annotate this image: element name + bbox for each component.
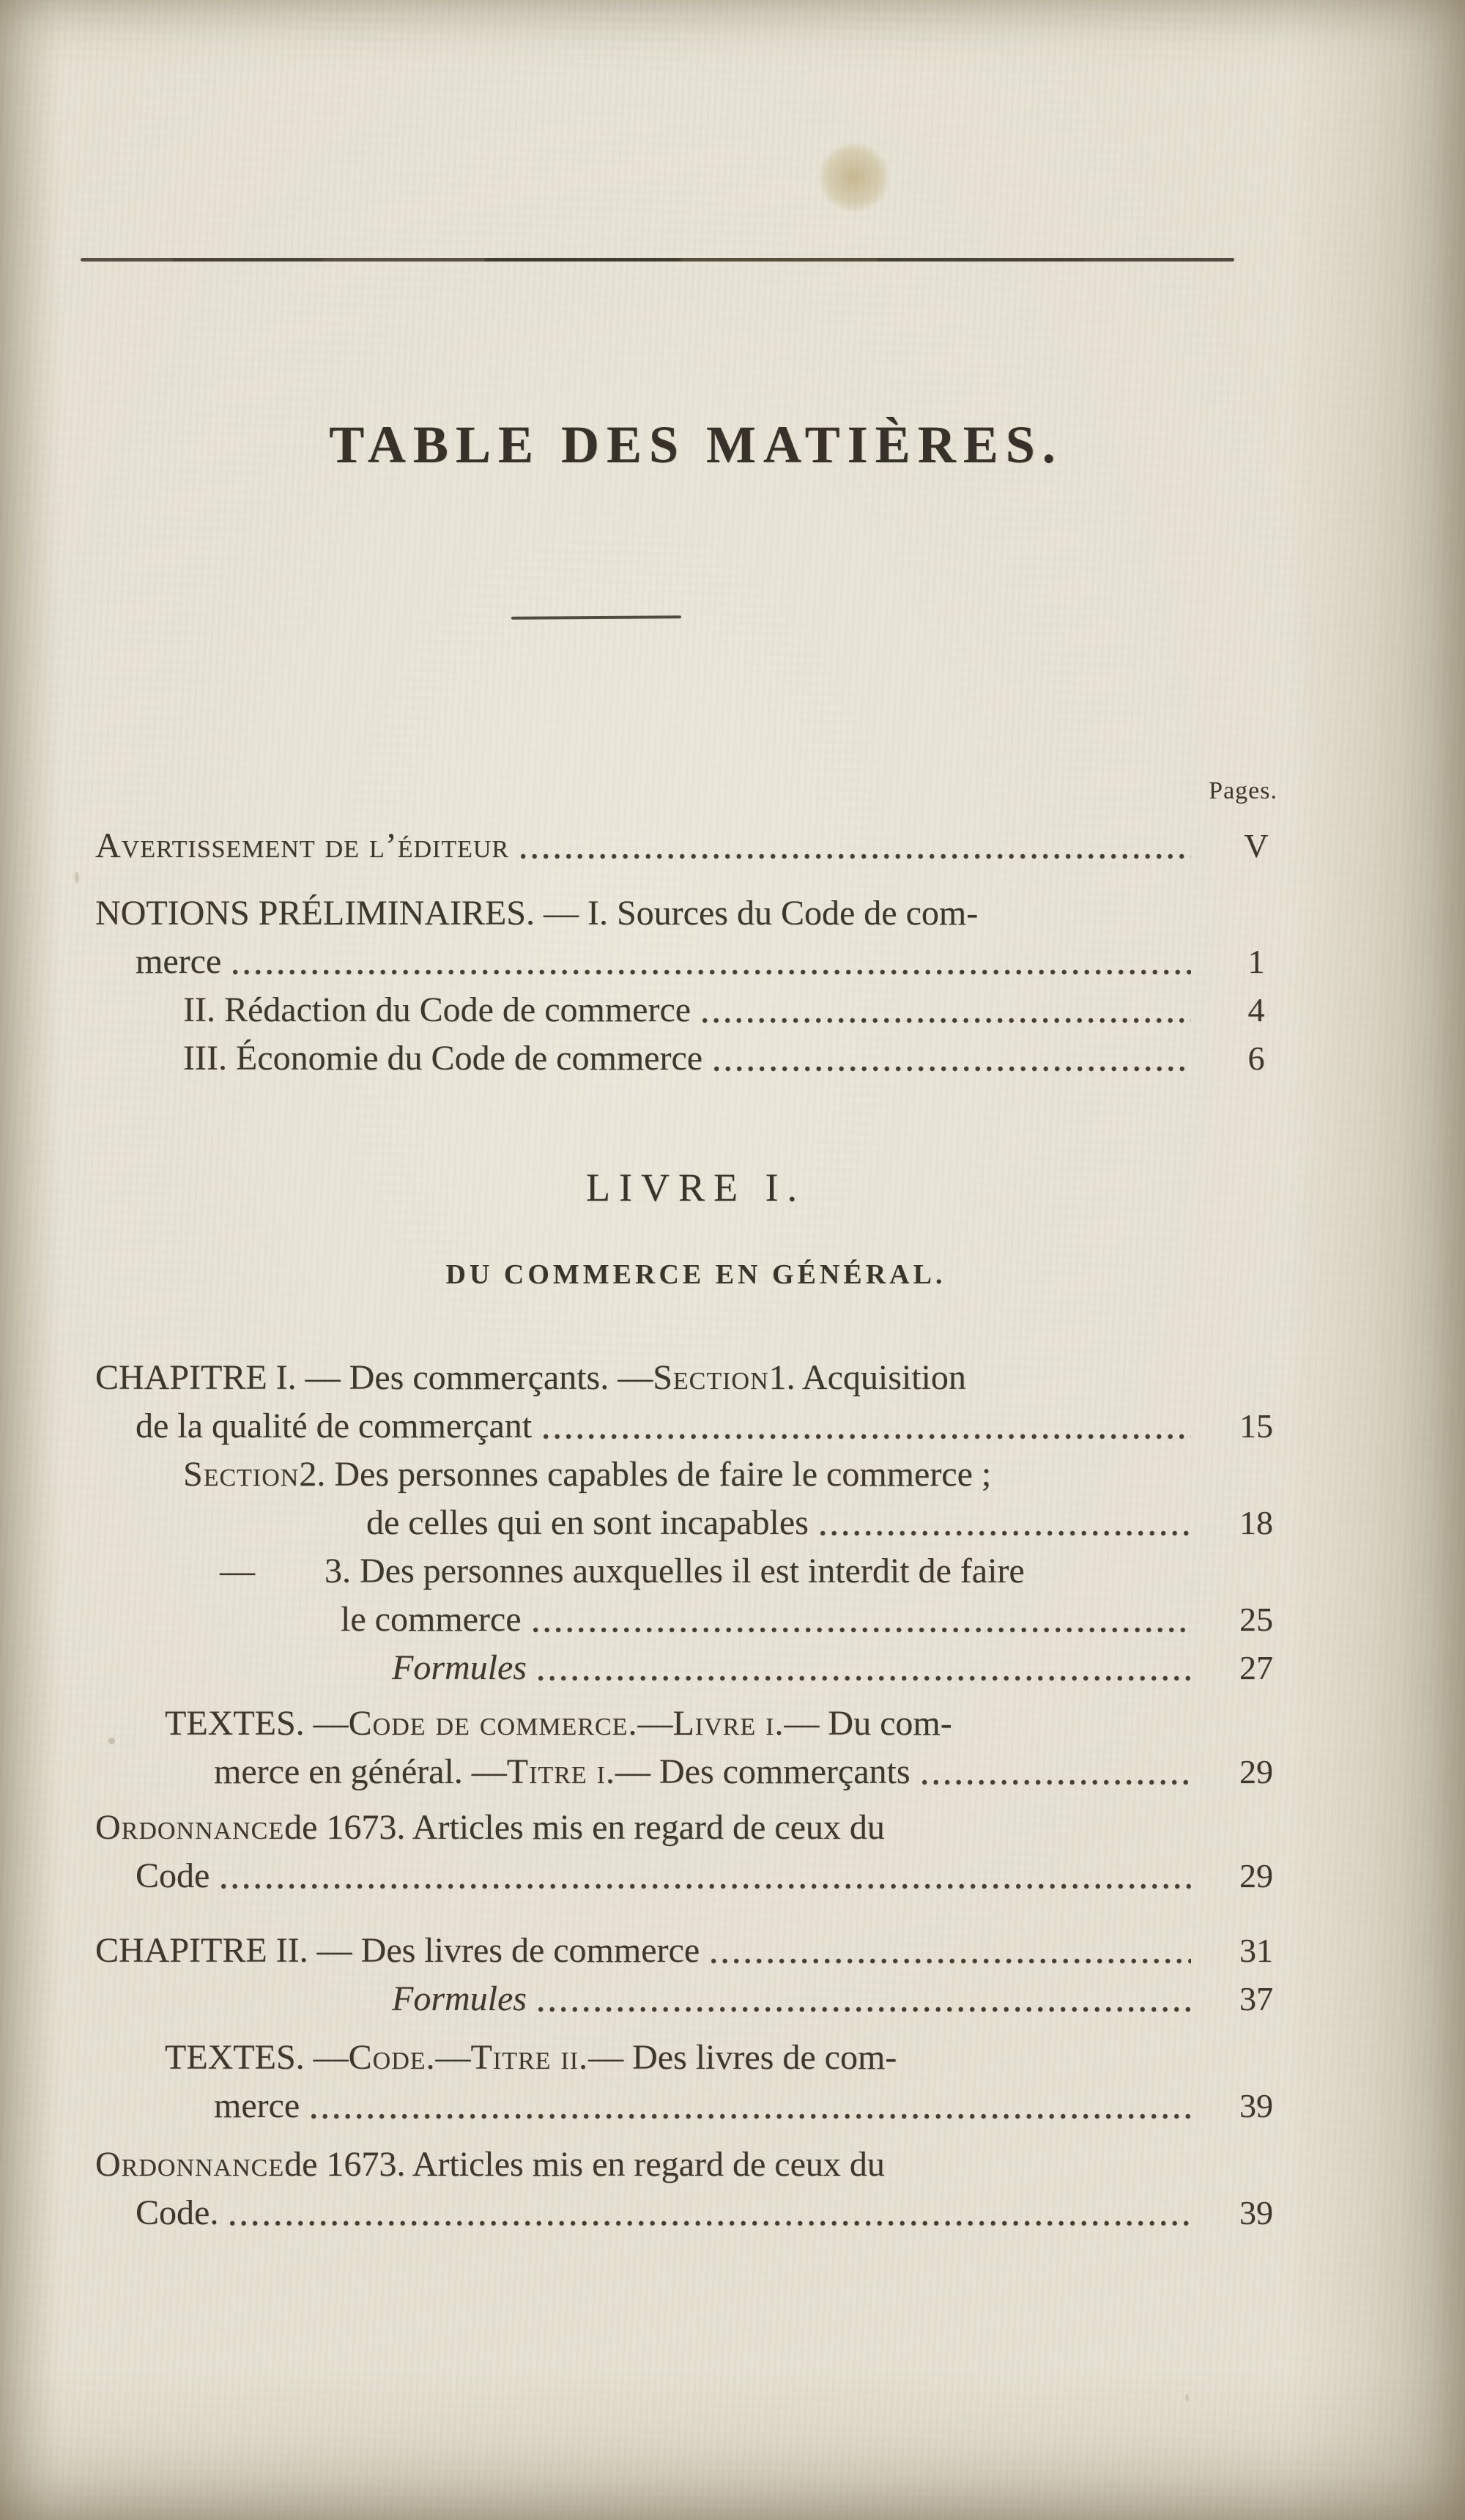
leader-dots bbox=[711, 1957, 1191, 1965]
toc-entry bbox=[95, 1354, 1297, 1450]
table-of-contents bbox=[95, 775, 1297, 2237]
text-segment: — bbox=[220, 1552, 255, 1590]
page-number: 29 bbox=[1239, 1753, 1273, 1790]
toc-line bbox=[95, 1700, 1297, 1748]
page-number: 6 bbox=[1247, 1040, 1265, 1077]
livre-heading-title: LIVRE I. bbox=[586, 1166, 806, 1209]
page-number: 4 bbox=[1247, 991, 1265, 1029]
toc-line bbox=[95, 986, 1297, 1034]
toc-line bbox=[95, 1402, 1297, 1450]
page-number: 39 bbox=[1239, 2194, 1273, 2231]
text-segment: Titre ii. bbox=[470, 2038, 589, 2077]
page-number: 25 bbox=[1239, 1601, 1273, 1638]
toc-line bbox=[95, 2141, 1297, 2189]
leader-dots bbox=[221, 1882, 1191, 1891]
toc-entry bbox=[95, 2141, 1297, 2237]
text-segment: merce en général. — bbox=[214, 1752, 507, 1791]
text-segment: — Du com- bbox=[784, 1704, 952, 1743]
text-segment: CHAPITRE I. — Des commerçants. — bbox=[95, 1358, 653, 1397]
paper-speck bbox=[75, 872, 79, 883]
text-segment: Code de commerce. bbox=[348, 1704, 638, 1743]
text-segment: Code. bbox=[136, 2193, 219, 2232]
toc-entry bbox=[95, 1927, 1297, 2023]
toc-line bbox=[95, 938, 1297, 986]
toc-line bbox=[95, 1354, 1297, 1402]
text-segment: CHAPITRE II. — Des livres de commerce bbox=[95, 1931, 700, 1970]
leader-dots bbox=[922, 1778, 1191, 1787]
toc-line bbox=[95, 889, 1297, 938]
leader-dots bbox=[820, 1529, 1191, 1538]
text-segment: II. Rédaction du Code de commerce bbox=[183, 990, 691, 1029]
text-segment: Code. bbox=[348, 2038, 436, 2077]
leader-dots bbox=[714, 1064, 1191, 1073]
text-segment: Section bbox=[183, 1455, 300, 1494]
toc-entry bbox=[95, 1700, 1297, 1796]
toc-line bbox=[95, 1804, 1297, 1852]
toc-entry bbox=[95, 1804, 1297, 1900]
toc-line bbox=[95, 1748, 1297, 1796]
toc-line bbox=[95, 1927, 1297, 1975]
text-segment: Titre i. bbox=[506, 1752, 615, 1791]
toc-line bbox=[95, 1499, 1297, 1547]
text-segment: Avertissement de l’éditeur bbox=[95, 826, 510, 865]
page-number: 39 bbox=[1239, 2087, 1273, 2124]
page-number: 1 bbox=[1247, 943, 1265, 980]
paper-speck bbox=[1185, 2394, 1189, 2401]
page-number: 27 bbox=[1239, 1649, 1273, 1686]
text-segment: de celles qui en sont incapables bbox=[366, 1503, 809, 1542]
text-segment: le commerce bbox=[341, 1600, 522, 1639]
title-divider bbox=[511, 615, 681, 620]
top-rule bbox=[81, 258, 1234, 262]
toc-main bbox=[95, 1354, 1297, 2237]
text-segment: TEXTES. — bbox=[165, 1704, 349, 1743]
page-number: 18 bbox=[1239, 1504, 1273, 1541]
toc-entry bbox=[95, 1547, 1297, 1692]
leader-dots bbox=[538, 2005, 1191, 2014]
toc-line bbox=[95, 2189, 1297, 2237]
leader-dots bbox=[702, 1016, 1191, 1025]
leader-dots bbox=[533, 1626, 1191, 1634]
text-segment: de la qualité de commerçant bbox=[136, 1407, 533, 1445]
leader-dots bbox=[544, 1432, 1191, 1441]
toc-line bbox=[95, 2082, 1297, 2130]
text-segment: 1. Acquisition bbox=[768, 1358, 966, 1397]
text-segment: — Des livres de com- bbox=[588, 2038, 897, 2077]
text-segment: 3. Des personnes auxquelles il est interdit de faire bbox=[324, 1552, 1025, 1590]
toc-front bbox=[95, 822, 1297, 1083]
toc-line bbox=[95, 1596, 1297, 1644]
text-segment: merce bbox=[214, 2086, 300, 2125]
text-segment: III. Économie du Code de commerce bbox=[183, 1039, 703, 1078]
leader-dots bbox=[521, 852, 1191, 861]
toc-line bbox=[95, 822, 1297, 870]
text-segment: Ordonnance bbox=[95, 2145, 285, 2184]
page-number: 31 bbox=[1239, 1932, 1273, 1969]
text-segment: TEXTES. — bbox=[165, 2038, 349, 2077]
text-segment: de 1673. Articles mis en regard de ceux du bbox=[284, 1808, 885, 1847]
text-segment: NOTIONS PRÉLIMINAIRES. — I. Sources du Code de com- bbox=[95, 894, 979, 933]
toc-entry bbox=[95, 1450, 1297, 1547]
toc-line bbox=[95, 1975, 1297, 2023]
page-number: 37 bbox=[1239, 1980, 1273, 2017]
livre-heading bbox=[95, 1165, 1297, 1291]
toc-entry bbox=[95, 2034, 1297, 2130]
text-segment: — bbox=[637, 1704, 673, 1743]
toc-line bbox=[95, 1644, 1297, 1692]
pages-column-label: Pages. bbox=[1209, 777, 1277, 804]
toc-line bbox=[95, 1852, 1297, 1900]
toc-entry bbox=[95, 889, 1297, 1083]
toc-line bbox=[95, 2034, 1297, 2082]
text-segment: Section bbox=[653, 1358, 769, 1397]
text-segment: Formules bbox=[392, 1648, 527, 1687]
leader-dots bbox=[230, 2219, 1191, 2228]
page-number: V bbox=[1244, 827, 1269, 864]
toc-line bbox=[95, 1547, 1297, 1596]
leader-dots bbox=[311, 2112, 1191, 2121]
text-segment: — bbox=[435, 2038, 471, 2077]
paper-stain bbox=[819, 144, 889, 211]
text-segment: 2. Des personnes capables de faire le commerce ; bbox=[299, 1455, 992, 1494]
text-segment: de 1673. Articles mis en regard de ceux du bbox=[284, 2145, 885, 2184]
livre-heading-subtitle: DU COMMERCE EN GÉNÉRAL. bbox=[445, 1259, 946, 1290]
toc-line bbox=[95, 1034, 1297, 1083]
leader-dots bbox=[538, 1674, 1191, 1683]
page-number: 29 bbox=[1239, 1857, 1273, 1894]
page-number: 15 bbox=[1239, 1407, 1273, 1445]
toc-line bbox=[95, 1450, 1297, 1499]
page-title: TABLE DES MATIÈRES. bbox=[329, 415, 1063, 474]
leader-dots bbox=[233, 968, 1191, 976]
text-segment: merce bbox=[136, 942, 222, 981]
toc-entry bbox=[95, 822, 1297, 870]
text-segment: — Des commerçants bbox=[615, 1752, 910, 1791]
text-segment: Ordonnance bbox=[95, 1808, 285, 1847]
text-segment: Code bbox=[136, 1856, 210, 1895]
text-segment: Livre i. bbox=[672, 1704, 785, 1743]
text-segment: Formules bbox=[392, 1979, 527, 2018]
